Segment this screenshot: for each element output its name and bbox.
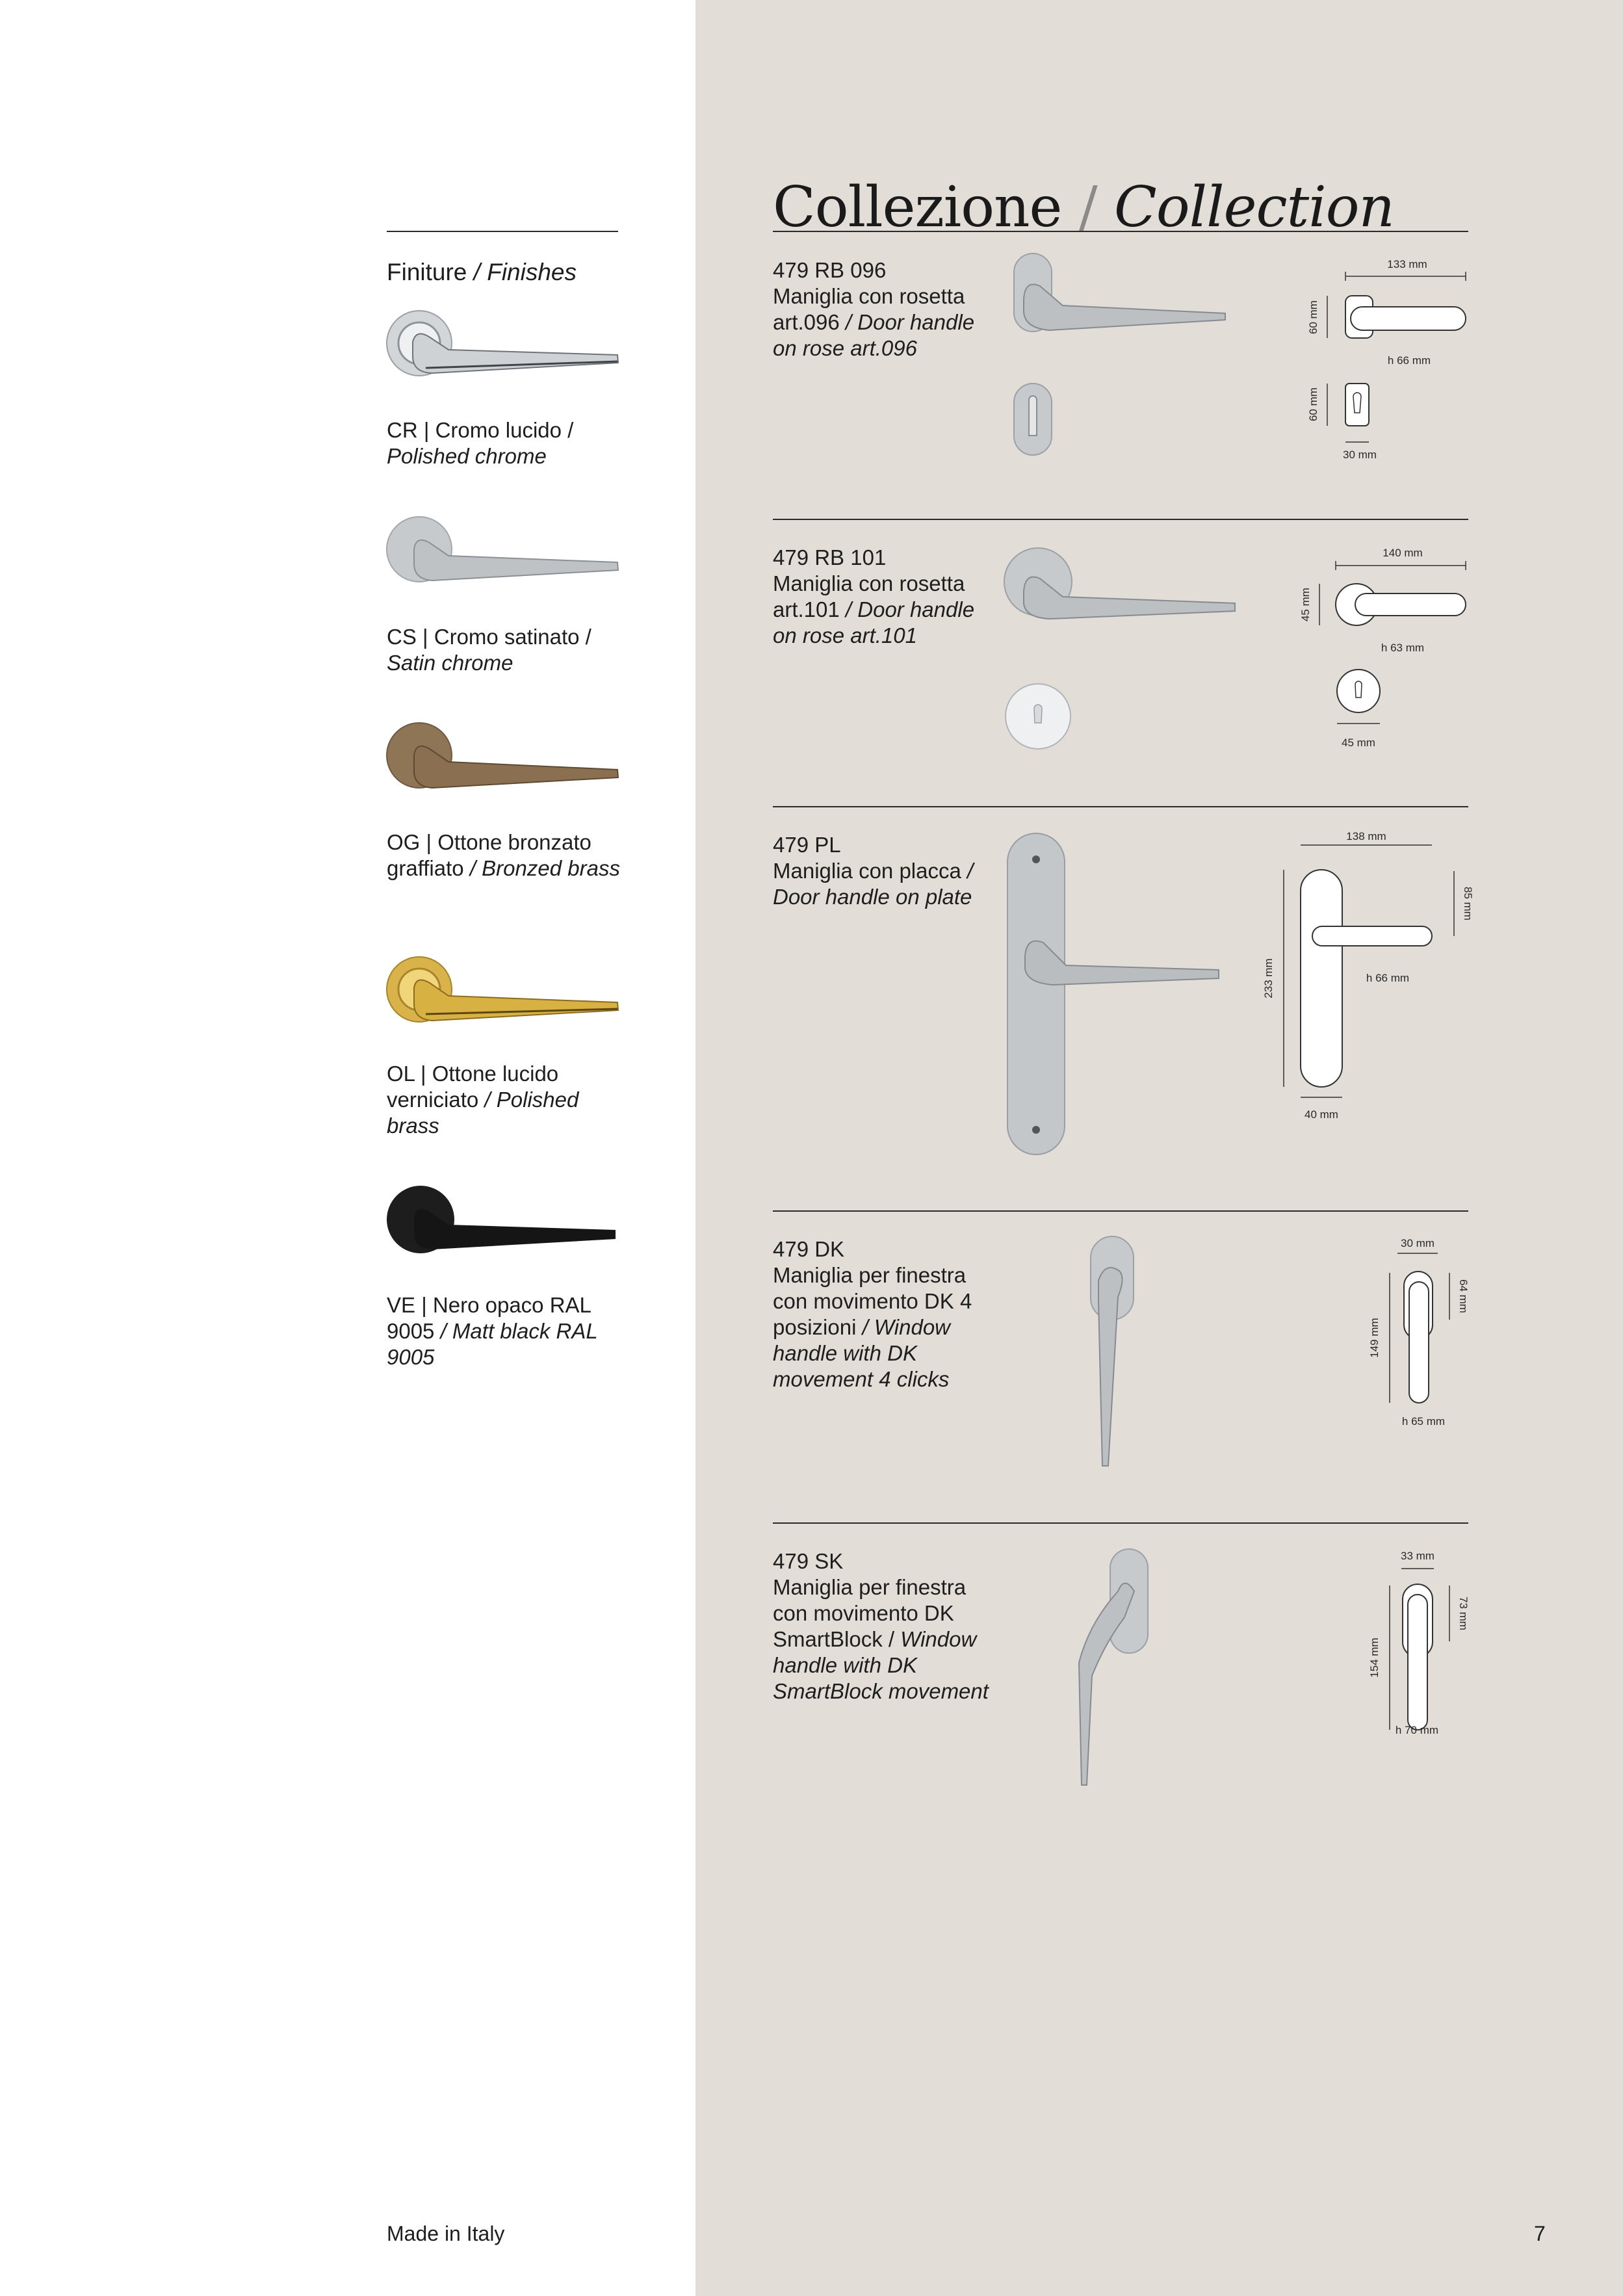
footer-made-in-italy: Made in Italy — [387, 2222, 505, 2245]
dimension-label: 45 mm — [1299, 588, 1312, 621]
product-479-sk — [773, 1548, 994, 1704]
dimension-label: 60 mm — [1307, 300, 1319, 334]
dimension-label: h 65 mm — [1401, 1415, 1446, 1428]
finish-swatch-og — [387, 723, 621, 801]
dimension-label: 45 mm — [1342, 737, 1375, 749]
technical-drawing-rb101 — [1293, 545, 1475, 759]
product-photo-dk — [1079, 1235, 1150, 1476]
product-479-pl — [773, 832, 994, 910]
finish-label-ol: OL | Ottone lucido verniciato / Polished brass — [387, 1062, 579, 1138]
product-479-rb-096 — [773, 257, 994, 361]
dimension-label: 40 mm — [1305, 1108, 1338, 1121]
finish-label-cr: CR | Cromo lucido / Polished chrome — [387, 418, 574, 468]
product-description: Maniglia con rosetta art.096 / Door handle on rose art.096 — [773, 284, 975, 360]
finish-swatch-ve — [387, 1184, 621, 1262]
dimension-label: h 70 mm — [1395, 1724, 1439, 1736]
product-description: Maniglia con placca / Door handle on plate — [773, 859, 974, 909]
section-rule — [773, 519, 1468, 520]
page-number: 7 — [1534, 2222, 1546, 2245]
product-photo-pl — [1004, 832, 1225, 1157]
dimension-label: 60 mm — [1307, 387, 1319, 421]
dimension-label: 138 mm — [1346, 830, 1386, 842]
finish-label-cs: CS | Cromo satinato / Satin chrome — [387, 625, 591, 675]
dimension-label: 30 mm — [1343, 449, 1377, 461]
product-photo-rb096 — [1011, 254, 1232, 475]
dimension-label: h 66 mm — [1366, 972, 1410, 984]
dimension-label: h 63 mm — [1381, 642, 1425, 654]
title-rule — [773, 231, 1468, 232]
product-description: Maniglia per finestra con movimento DK 4 posizioni / Window handle with DK movement 4 clicks — [773, 1263, 972, 1391]
finishes-rule — [387, 231, 618, 232]
product-photo-rb101 — [1004, 546, 1245, 754]
finish-label-og: OG | Ottone bronzato graffiato / Bronzed brass — [387, 830, 620, 880]
dimension-label: 33 mm — [1401, 1550, 1435, 1562]
dimension-label: 85 mm — [1462, 887, 1474, 920]
product-479-dk — [773, 1236, 994, 1392]
product-code: 479 DK — [773, 1237, 845, 1261]
product-code: 479 RB 096 — [773, 258, 887, 282]
dimension-label: 64 mm — [1457, 1279, 1470, 1313]
technical-drawing-rb096 — [1300, 254, 1475, 468]
finish-swatch-ol — [387, 957, 621, 1035]
dimension-label: 133 mm — [1387, 258, 1427, 270]
dimension-label: h 66 mm — [1387, 354, 1431, 367]
product-photo-sk — [1059, 1546, 1163, 1793]
technical-drawing-sk — [1358, 1544, 1475, 1745]
technical-drawing-pl — [1258, 832, 1472, 1131]
finish-swatch-cr — [387, 311, 621, 389]
product-description: Maniglia per finestra con movimento DK SmartBlock / Window handle with DK SmartBlock movement — [773, 1575, 989, 1703]
finish-swatch-cs — [387, 517, 621, 595]
section-rule — [773, 1522, 1468, 1524]
page-title: Collezione / Collection — [773, 175, 1394, 240]
product-code: 479 RB 101 — [773, 545, 887, 569]
dimension-label: 149 mm — [1368, 1318, 1381, 1358]
section-rule — [773, 1210, 1468, 1212]
product-code: 479 SK — [773, 1549, 844, 1573]
dimension-label: 73 mm — [1457, 1597, 1470, 1630]
dimension-label: 154 mm — [1368, 1637, 1381, 1678]
section-rule — [773, 806, 1468, 807]
finish-label-ve: VE | Nero opaco RAL 9005 / Matt black RAL 9005 — [387, 1293, 598, 1369]
dimension-label: 233 mm — [1262, 958, 1275, 998]
dimension-label: 30 mm — [1401, 1237, 1435, 1249]
finishes-heading: Finiture / Finishes — [387, 259, 577, 285]
product-code: 479 PL — [773, 833, 841, 857]
product-479-rb-101 — [773, 545, 994, 649]
product-description: Maniglia con rosetta art.101 / Door handle on rose art.101 — [773, 571, 975, 647]
technical-drawing-dk — [1358, 1235, 1475, 1437]
dimension-label: 140 mm — [1383, 547, 1423, 559]
